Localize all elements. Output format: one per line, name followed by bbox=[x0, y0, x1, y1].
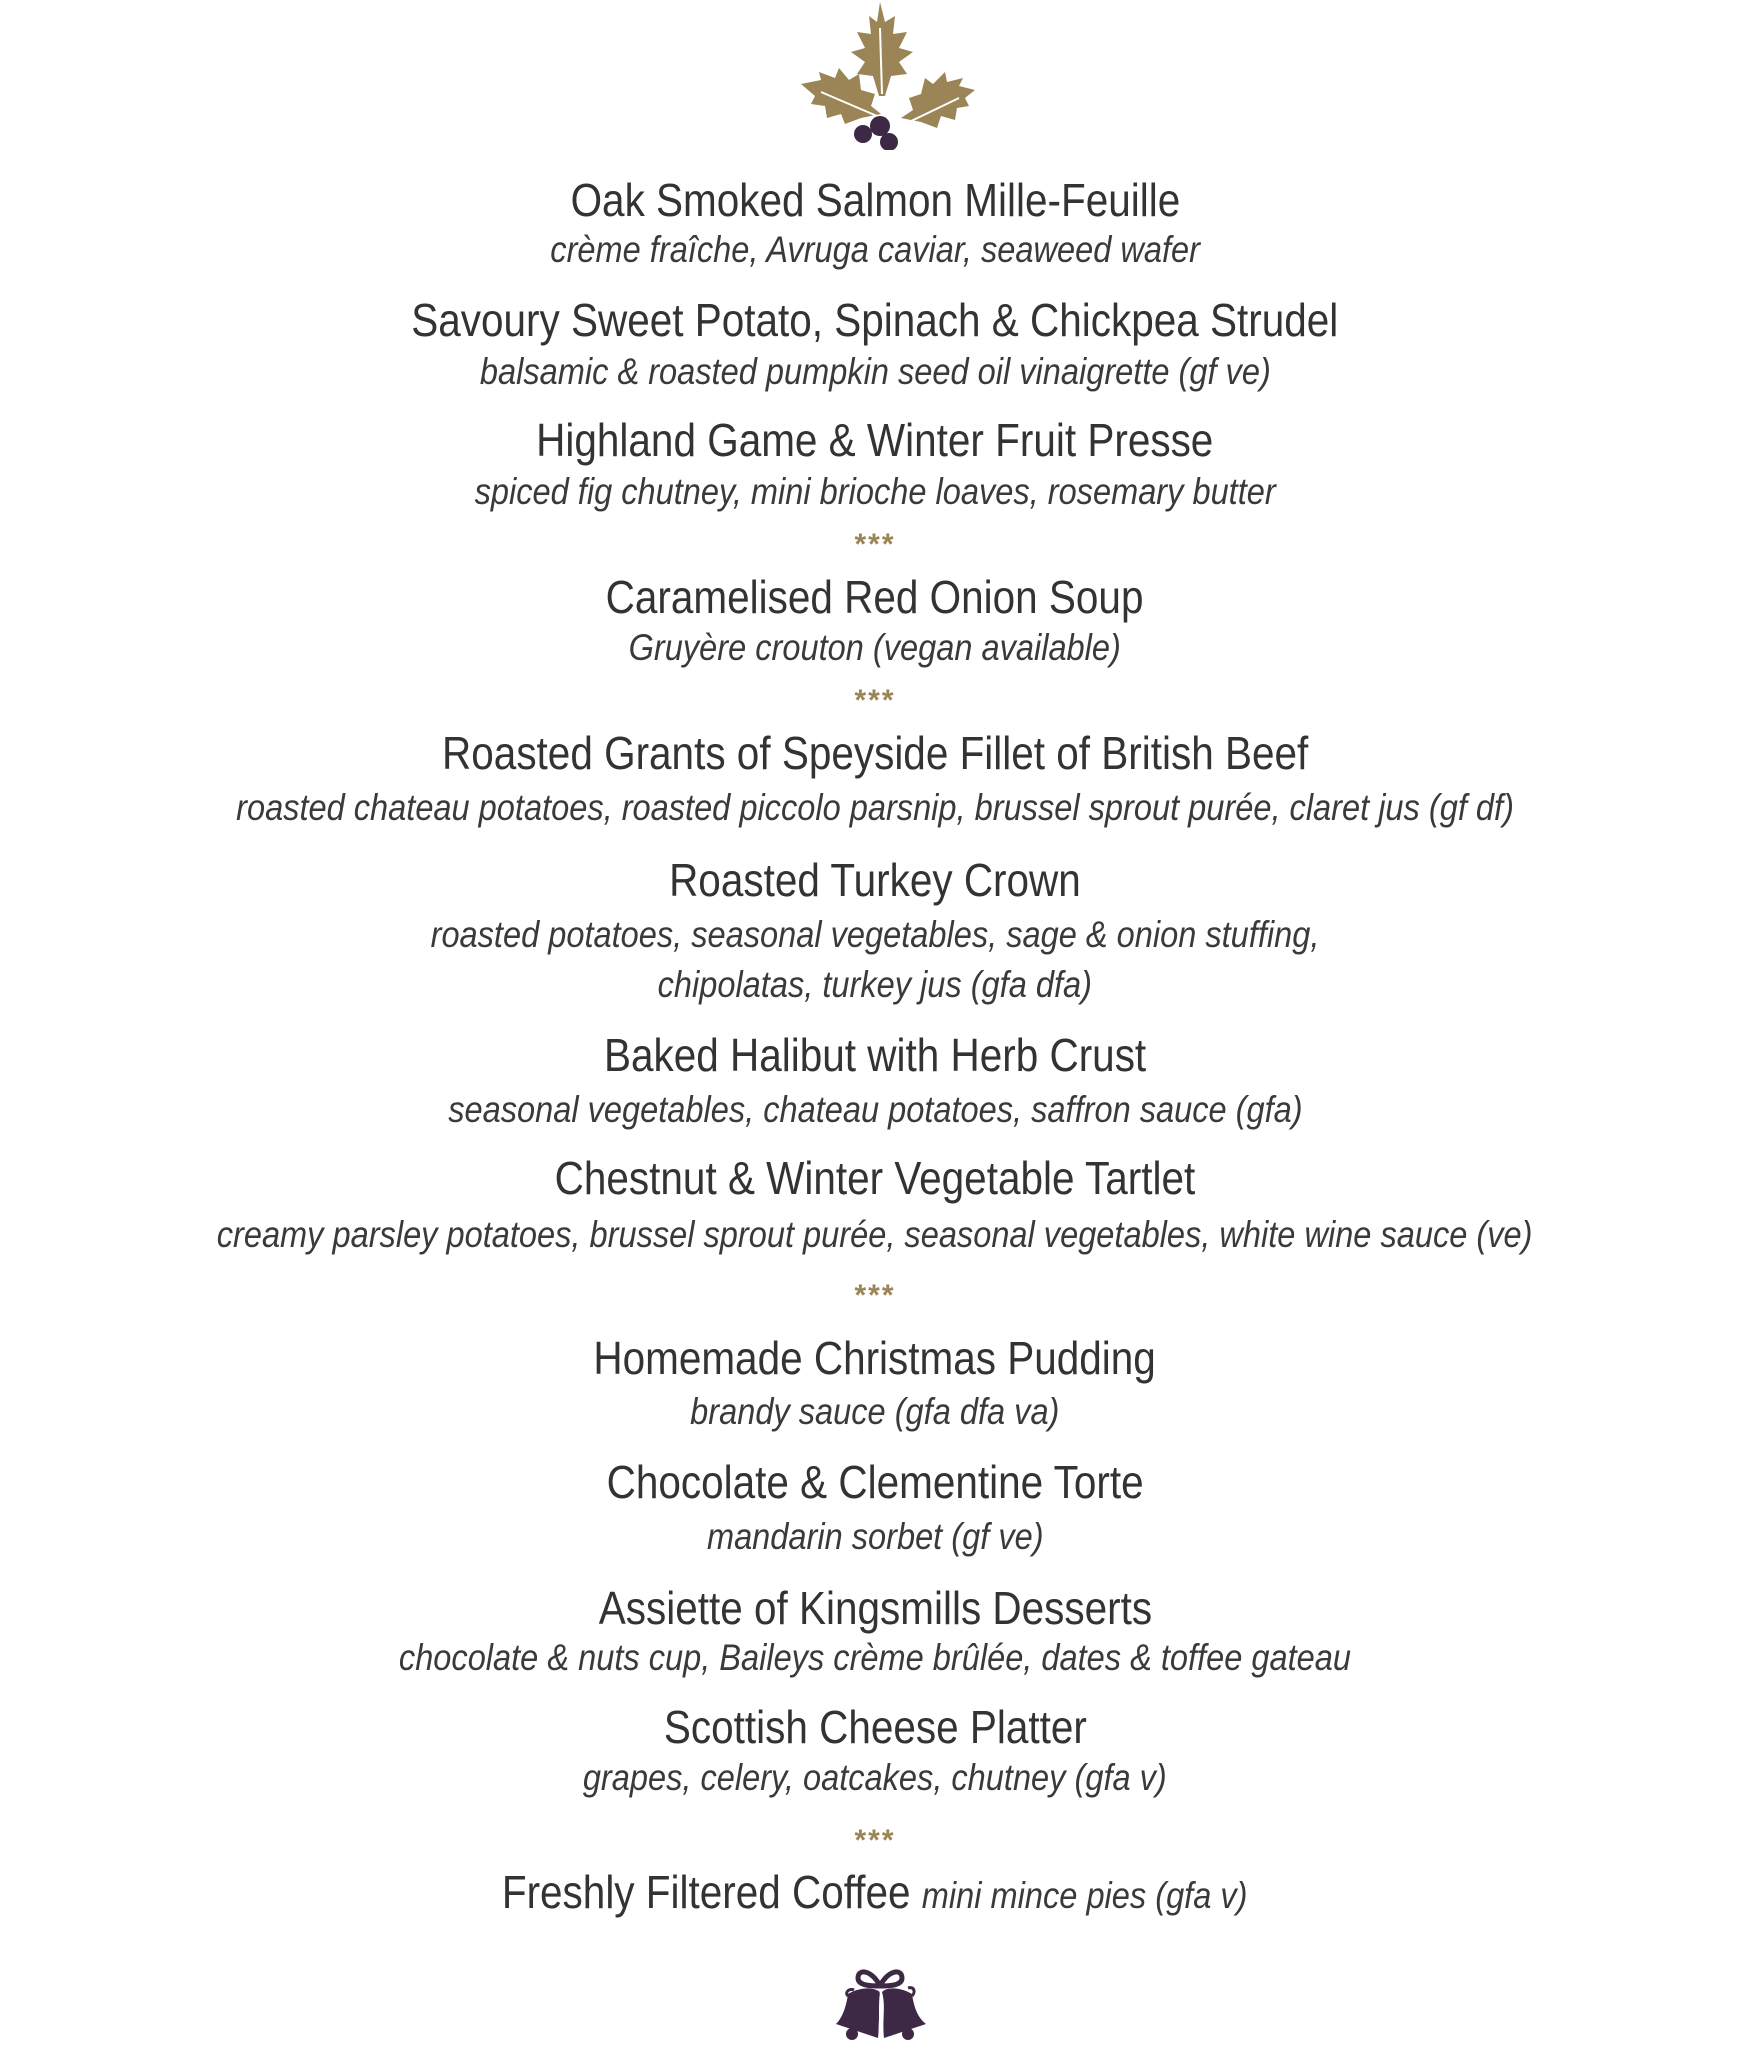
dish-description: mandarin sorbet (gf ve) bbox=[706, 1516, 1044, 1557]
dish-title: Freshly Filtered Coffee bbox=[502, 1866, 911, 1918]
christmas-bells-icon bbox=[828, 1962, 932, 2048]
dish-title: Assiette of Kingsmills Desserts bbox=[598, 1582, 1152, 1634]
dish-description: chocolate & nuts cup, Baileys crème brûlée, dates & toffee gateau bbox=[398, 1637, 1352, 1678]
dish-title: Savoury Sweet Potato, Spinach & Chickpea Strudel bbox=[411, 294, 1339, 346]
dish-description: roasted chateau potatoes, roasted piccolo parsnip, brussel sprout purée, claret jus (gf df) bbox=[236, 787, 1514, 828]
holly-leaves-with-berries-icon bbox=[775, 0, 985, 150]
dish-title: Scottish Cheese Platter bbox=[663, 1701, 1087, 1753]
dish-title: Caramelised Red Onion Soup bbox=[606, 571, 1144, 623]
dish-title: Roasted Grants of Speyside Fillet of British Beef bbox=[441, 727, 1309, 779]
dish-title: Highland Game & Winter Fruit Presse bbox=[536, 414, 1214, 466]
course-separator: *** bbox=[854, 528, 896, 561]
dish-description: mini mince pies (gfa v) bbox=[922, 1875, 1248, 1916]
dish-description: roasted potatoes, seasonal vegetables, sage & onion stuffing, bbox=[430, 914, 1320, 955]
dish-description: creamy parsley potatoes, brussel sprout purée, seasonal vegetables, white wine sauce (ve) bbox=[217, 1214, 1533, 1255]
dish-description: Gruyère crouton (vegan available) bbox=[628, 627, 1122, 668]
dish-description: spiced fig chutney, mini brioche loaves, rosemary butter bbox=[474, 471, 1276, 512]
dish-description: balsamic & roasted pumpkin seed oil vinaigrette (gf ve) bbox=[479, 351, 1271, 392]
dish-description: chipolatas, turkey jus (gfa dfa) bbox=[657, 964, 1093, 1005]
course-separator: *** bbox=[854, 684, 896, 717]
dish-title: Baked Halibut with Herb Crust bbox=[603, 1029, 1147, 1081]
dish-description: seasonal vegetables, chateau potatoes, saffron sauce (gfa) bbox=[447, 1089, 1303, 1130]
course-separator: *** bbox=[854, 1824, 896, 1857]
course-separator: *** bbox=[854, 1279, 896, 1312]
dish-title: Chocolate & Clementine Torte bbox=[606, 1456, 1144, 1508]
coffee-line bbox=[0, 1866, 1750, 1918]
dish-title: Homemade Christmas Pudding bbox=[593, 1332, 1157, 1384]
dish-title: Roasted Turkey Crown bbox=[669, 854, 1081, 906]
dish-description: brandy sauce (gfa dfa va) bbox=[690, 1391, 1060, 1432]
dish-description: crème fraîche, Avruga caviar, seaweed wafer bbox=[550, 229, 1200, 270]
dish-title: Oak Smoked Salmon Mille-Feuille bbox=[570, 174, 1180, 226]
dish-description: grapes, celery, oatcakes, chutney (gfa v) bbox=[583, 1757, 1167, 1798]
dish-title: Chestnut & Winter Vegetable Tartlet bbox=[554, 1152, 1196, 1204]
